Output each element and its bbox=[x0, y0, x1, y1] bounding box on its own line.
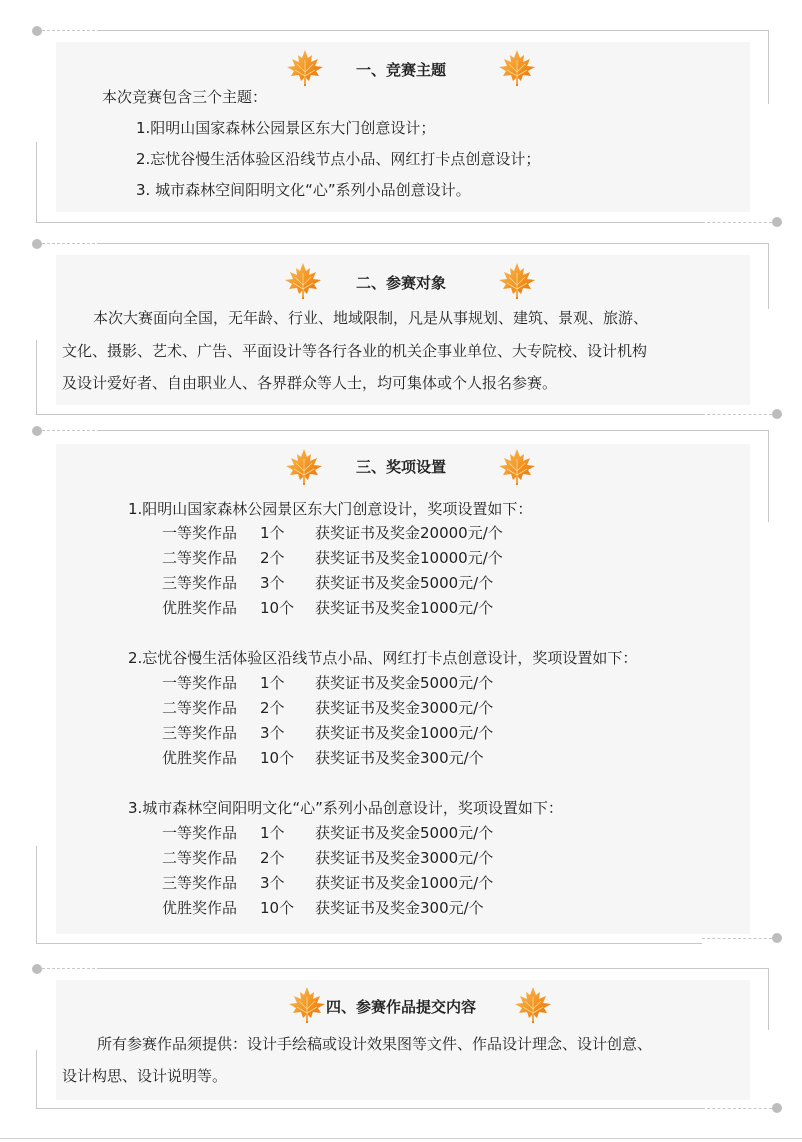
award-reward: 获奖证书及奖金5000元/个 bbox=[315, 674, 494, 692]
award-group-heading: 2.忘忧谷慢生活体验区沿线节点小品、网红打卡点创意设计，奖项设置如下： bbox=[128, 649, 638, 667]
frame-line bbox=[36, 943, 702, 944]
section-title: 一、竞赛主题 bbox=[355, 61, 446, 79]
frame-dot bbox=[32, 964, 42, 974]
frame-dot bbox=[32, 239, 42, 249]
theme-item: 2.忘忧谷慢生活体验区沿线节点小品、网红打卡点创意设计； bbox=[136, 150, 541, 168]
award-reward: 获奖证书及奖金10000元/个 bbox=[315, 549, 503, 567]
frame-dot bbox=[772, 409, 782, 419]
frame-line bbox=[100, 430, 768, 431]
frame-dash-line bbox=[42, 430, 100, 431]
frame-dash-line bbox=[42, 243, 100, 244]
award-prize: 优胜奖作品 bbox=[162, 749, 238, 767]
award-prize: 二等奖作品 bbox=[162, 849, 238, 867]
frame-line bbox=[36, 142, 37, 222]
frame-line bbox=[36, 222, 702, 223]
award-count: 1个 bbox=[260, 674, 285, 692]
award-prize: 一等奖作品 bbox=[162, 674, 238, 692]
award-count: 3个 bbox=[260, 724, 285, 742]
frame-dot bbox=[772, 933, 782, 943]
award-reward: 获奖证书及奖金5000元/个 bbox=[315, 824, 494, 842]
award-prize: 优胜奖作品 bbox=[162, 899, 238, 917]
award-reward: 获奖证书及奖金5000元/个 bbox=[315, 574, 494, 592]
frame-line bbox=[36, 846, 37, 943]
award-count: 2个 bbox=[260, 699, 285, 717]
theme-item: 3. 城市森林空间阳明文化“心”系列小品创意设计。 bbox=[136, 181, 471, 199]
frame-dash-line bbox=[702, 414, 772, 415]
award-prize: 二等奖作品 bbox=[162, 549, 238, 567]
award-reward: 获奖证书及奖金3000元/个 bbox=[315, 849, 494, 867]
award-count: 3个 bbox=[260, 574, 285, 592]
section-title: 四、参赛作品提交内容 bbox=[325, 998, 476, 1016]
award-prize: 三等奖作品 bbox=[162, 724, 238, 742]
award-reward: 获奖证书及奖金3000元/个 bbox=[315, 699, 494, 717]
award-reward: 获奖证书及奖金300元/个 bbox=[315, 899, 484, 917]
award-group-heading: 3.城市森林空间阳明文化“心”系列小品创意设计，奖项设置如下： bbox=[128, 799, 563, 817]
frame-line bbox=[100, 968, 768, 969]
award-count: 1个 bbox=[260, 824, 285, 842]
frame-line bbox=[36, 1050, 37, 1108]
frame-dot bbox=[32, 426, 42, 436]
section-theme bbox=[0, 0, 802, 230]
award-count: 10个 bbox=[260, 599, 295, 617]
section-title: 三、奖项设置 bbox=[355, 458, 446, 476]
award-count: 2个 bbox=[260, 549, 285, 567]
award-group-heading: 1.阳明山国家森林公园景区东大门创意设计，奖项设置如下： bbox=[128, 500, 533, 518]
award-prize: 优胜奖作品 bbox=[162, 599, 238, 617]
frame-dash-line bbox=[702, 938, 772, 939]
frame-dash-line bbox=[42, 968, 100, 969]
frame-line bbox=[36, 340, 37, 414]
award-reward: 获奖证书及奖金300元/个 bbox=[315, 749, 484, 767]
submission-line: 设计构思、设计说明等。 bbox=[62, 1067, 228, 1085]
frame-dash-line bbox=[702, 222, 772, 223]
frame-dot bbox=[772, 217, 782, 227]
participants-line: 及设计爱好者、自由职业人、各界群众等人士，均可集体或个人报名参赛。 bbox=[62, 374, 558, 392]
award-prize: 三等奖作品 bbox=[162, 574, 238, 592]
page-bottom-rule bbox=[0, 1138, 802, 1139]
section-title: 二、参赛对象 bbox=[355, 274, 446, 292]
participants-line: 本次大赛面向全国，无年龄、行业、地域限制，凡是从事规划、建筑、景观、旅游、 bbox=[93, 309, 649, 327]
award-count: 1个 bbox=[260, 524, 285, 542]
award-reward: 获奖证书及奖金20000元/个 bbox=[315, 524, 503, 542]
frame-dash-line bbox=[702, 1108, 772, 1109]
frame-line bbox=[36, 414, 702, 415]
award-count: 10个 bbox=[260, 899, 295, 917]
frame-line bbox=[100, 243, 768, 244]
theme-intro: 本次竞赛包含三个主题： bbox=[102, 88, 268, 106]
award-count: 3个 bbox=[260, 874, 285, 892]
award-prize: 二等奖作品 bbox=[162, 699, 238, 717]
participants-line: 文化、摄影、艺术、广告、平面设计等各行各业的机关企事业单位、大专院校、设计机构 bbox=[62, 342, 648, 360]
award-reward: 获奖证书及奖金1000元/个 bbox=[315, 599, 494, 617]
frame-dash-line bbox=[42, 30, 100, 31]
award-count: 2个 bbox=[260, 849, 285, 867]
frame-dot bbox=[772, 1103, 782, 1113]
award-count: 10个 bbox=[260, 749, 295, 767]
award-reward: 获奖证书及奖金1000元/个 bbox=[315, 874, 494, 892]
theme-item: 1.阳明山国家森林公园景区东大门创意设计； bbox=[136, 119, 436, 137]
frame-line bbox=[100, 30, 768, 31]
award-prize: 三等奖作品 bbox=[162, 874, 238, 892]
submission-line: 所有参赛作品须提供：设计手绘稿或设计效果图等文件、作品设计理念、设计创意、 bbox=[97, 1035, 653, 1053]
frame-dot bbox=[32, 26, 42, 36]
award-reward: 获奖证书及奖金1000元/个 bbox=[315, 724, 494, 742]
award-prize: 一等奖作品 bbox=[162, 524, 238, 542]
award-prize: 一等奖作品 bbox=[162, 824, 238, 842]
frame-line bbox=[36, 1108, 702, 1109]
